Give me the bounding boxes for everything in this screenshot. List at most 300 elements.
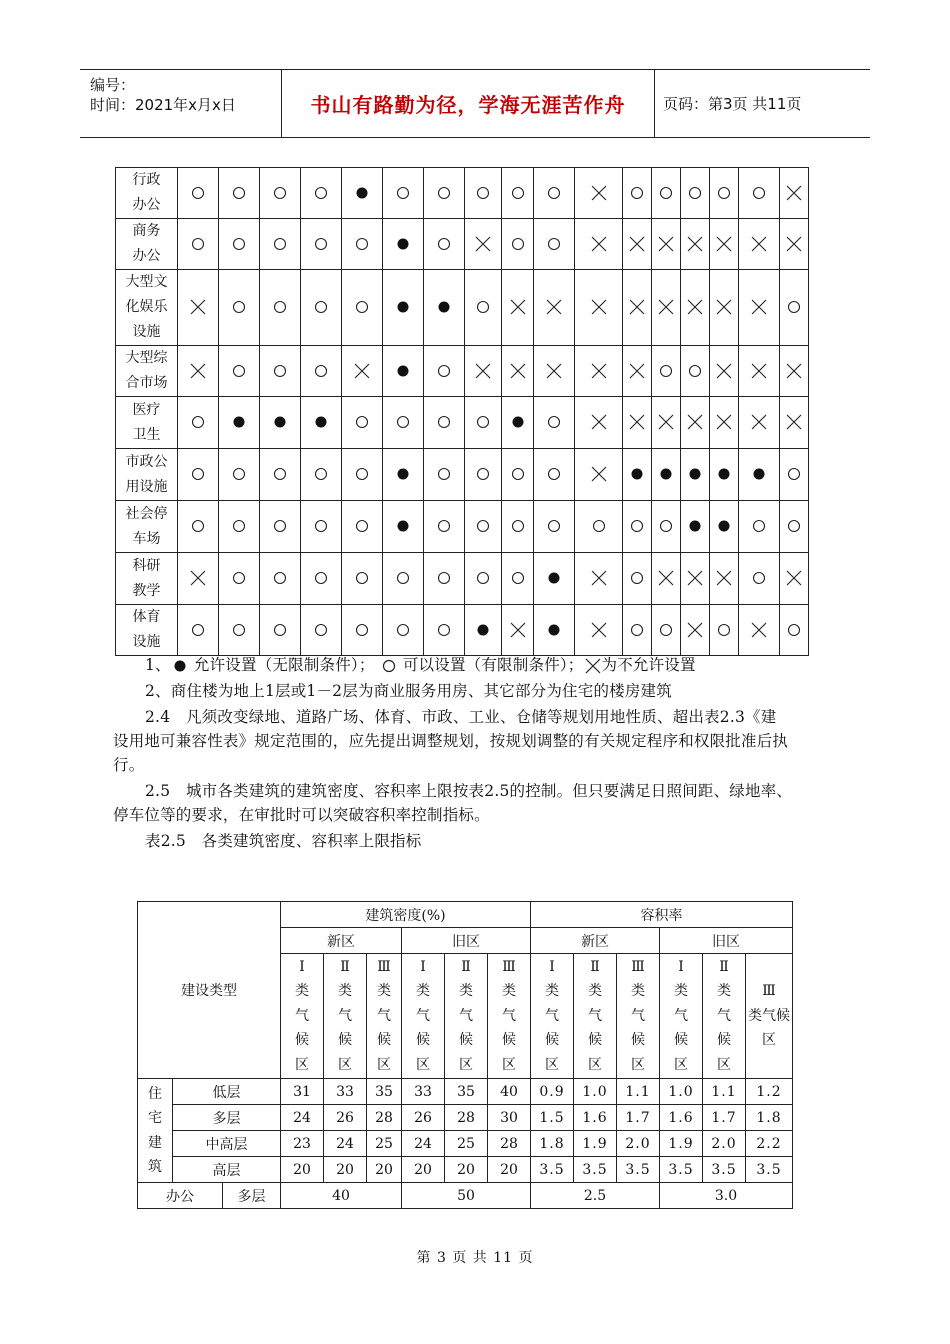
cross-icon xyxy=(657,298,675,316)
compat-cell xyxy=(739,605,780,656)
compat-cell xyxy=(465,168,502,219)
para-2-4-line2: 设用地可兼容性表》规定范围的，应先提出调整规划，按规划调整的有关规定程序和权限批准后执 xyxy=(113,732,789,750)
compat-cell xyxy=(710,219,739,270)
cross-icon xyxy=(750,298,768,316)
value-cell: 1.6 xyxy=(660,1105,703,1131)
compat-cell xyxy=(780,168,809,219)
value-cell: 35 xyxy=(445,1079,488,1105)
compat-cell xyxy=(342,270,383,346)
compat-row xyxy=(116,449,809,501)
filled-dot-icon xyxy=(474,621,492,639)
circle-icon xyxy=(435,413,453,431)
compat-cell xyxy=(424,553,465,605)
compat-cell xyxy=(780,397,809,449)
circle-icon xyxy=(353,413,371,431)
compat-cell xyxy=(502,449,534,501)
circle-icon xyxy=(394,569,412,587)
compat-cell xyxy=(502,168,534,219)
circle-icon xyxy=(312,235,330,253)
number-label: 编号： xyxy=(90,76,136,94)
circle-icon xyxy=(230,621,248,639)
value-cell: 1.2 xyxy=(746,1079,793,1105)
density-far-table xyxy=(137,901,793,1209)
circle-icon xyxy=(312,298,330,316)
circle-icon xyxy=(628,517,646,535)
circle-icon xyxy=(785,621,803,639)
circle-icon xyxy=(189,235,207,253)
climate-zone-header: Ⅲ 类 气 候 区 xyxy=(617,954,660,1079)
climate-zone-header: Ⅰ 类 气 候 区 xyxy=(660,954,703,1079)
compat-cell xyxy=(260,270,301,346)
compat-cell xyxy=(178,219,219,270)
cross-icon xyxy=(628,413,646,431)
compat-cell xyxy=(219,219,260,270)
row-label: 医疗 卫生 xyxy=(116,397,178,449)
motto: 书山有路勤为径，学海无涯苦作舟 xyxy=(282,70,655,137)
compat-cell xyxy=(739,553,780,605)
circle-icon xyxy=(750,517,768,535)
circle-icon xyxy=(509,517,527,535)
compat-cell xyxy=(424,219,465,270)
compat-cell xyxy=(502,397,534,449)
cross-icon xyxy=(715,569,733,587)
circle-icon xyxy=(545,184,563,202)
legend-note: 1、 允许设置（无限制条件）； 可以设置（有限制条件）； 为不允许设置 xyxy=(145,656,696,674)
value-cell: 3.5 xyxy=(660,1157,703,1183)
compat-cell xyxy=(260,219,301,270)
compat-cell xyxy=(260,346,301,397)
circle-icon xyxy=(657,621,675,639)
climate-zone-header: Ⅱ 类 气 候 区 xyxy=(703,954,746,1079)
compat-cell xyxy=(652,346,681,397)
circle-icon xyxy=(271,621,289,639)
cross-icon xyxy=(686,298,704,316)
row-name: 低层 xyxy=(173,1079,281,1105)
value-cell: 0.9 xyxy=(531,1079,574,1105)
climate-zone-header: Ⅱ 类 气 候 区 xyxy=(574,954,617,1079)
compat-cell xyxy=(739,168,780,219)
circle-icon xyxy=(353,621,371,639)
circle-icon xyxy=(657,184,675,202)
compat-cell xyxy=(739,501,780,553)
circle-icon xyxy=(474,298,492,316)
cross-icon xyxy=(628,298,646,316)
circle-icon xyxy=(435,235,453,253)
value-cell: 20 xyxy=(324,1157,367,1183)
circle-icon xyxy=(686,362,704,380)
compat-cell xyxy=(710,449,739,501)
circle-icon xyxy=(394,184,412,202)
cross-icon xyxy=(785,413,803,431)
compat-cell xyxy=(534,449,575,501)
compat-cell xyxy=(502,553,534,605)
value-cell: 23 xyxy=(281,1131,324,1157)
compat-cell xyxy=(424,501,465,553)
compat-cell xyxy=(652,168,681,219)
cross-icon xyxy=(590,235,608,253)
circle-icon xyxy=(715,184,733,202)
compat-cell xyxy=(623,219,652,270)
circle-icon xyxy=(312,465,330,483)
cross-icon xyxy=(545,298,563,316)
circle-icon xyxy=(230,362,248,380)
compat-cell xyxy=(219,553,260,605)
cross-icon xyxy=(189,298,207,316)
compat-cell xyxy=(301,168,342,219)
compat-cell xyxy=(575,553,623,605)
row-label: 大型综 合市场 xyxy=(116,346,178,397)
circle-icon xyxy=(230,298,248,316)
compat-cell xyxy=(575,270,623,346)
circle-icon xyxy=(785,465,803,483)
compat-cell xyxy=(465,501,502,553)
value-cell: 20 xyxy=(402,1157,445,1183)
compat-cell xyxy=(502,346,534,397)
climate-zone-header: Ⅲ 类气候区 xyxy=(746,954,793,1079)
circle-icon xyxy=(271,184,289,202)
compat-cell xyxy=(681,449,710,501)
compat-cell xyxy=(575,346,623,397)
filled-dot-icon xyxy=(353,184,371,202)
compat-cell xyxy=(260,605,301,656)
circle-icon xyxy=(750,569,768,587)
office-far-new: 2.5 xyxy=(531,1183,660,1209)
circle-icon xyxy=(271,569,289,587)
compat-cell xyxy=(575,168,623,219)
compat-cell xyxy=(383,270,424,346)
circle-icon xyxy=(353,298,371,316)
compat-cell xyxy=(681,219,710,270)
type-header: 建设类型 xyxy=(138,902,281,1079)
compat-cell xyxy=(465,219,502,270)
cross-icon xyxy=(545,362,563,380)
filled-dot-icon xyxy=(271,413,289,431)
compat-cell xyxy=(178,270,219,346)
cross-icon xyxy=(584,657,602,675)
compat-cell xyxy=(301,346,342,397)
cross-icon xyxy=(590,621,608,639)
cross-icon xyxy=(509,298,527,316)
filled-dot-icon xyxy=(686,517,704,535)
row-label: 大型文 化娱乐 设施 xyxy=(116,270,178,346)
compat-cell xyxy=(710,397,739,449)
compat-cell xyxy=(780,219,809,270)
cross-icon xyxy=(715,298,733,316)
filled-dot-icon xyxy=(686,465,704,483)
circle-icon xyxy=(474,465,492,483)
circle-icon xyxy=(657,362,675,380)
compat-cell xyxy=(383,605,424,656)
compat-cell xyxy=(710,501,739,553)
compat-cell xyxy=(178,346,219,397)
para-2-5-line2: 停车位等的要求，在审批时可以突破容积率控制指标。 xyxy=(113,806,490,824)
compat-cell xyxy=(739,219,780,270)
filled-dot-icon xyxy=(657,465,675,483)
office-label: 办公 xyxy=(138,1183,223,1209)
filled-dot-icon xyxy=(394,298,412,316)
date-label: 时间：2021年x月x日 xyxy=(90,96,236,114)
compat-cell xyxy=(260,449,301,501)
cross-icon xyxy=(590,413,608,431)
circle-icon xyxy=(628,621,646,639)
circle-icon xyxy=(509,465,527,483)
compat-cell xyxy=(623,605,652,656)
cross-icon xyxy=(686,235,704,253)
compat-cell xyxy=(534,346,575,397)
compat-cell xyxy=(575,219,623,270)
cross-icon xyxy=(715,413,733,431)
circle-icon xyxy=(271,298,289,316)
circle-icon xyxy=(474,413,492,431)
compat-cell xyxy=(178,553,219,605)
page-header xyxy=(80,69,870,138)
compat-cell xyxy=(652,397,681,449)
value-cell: 25 xyxy=(367,1131,402,1157)
circle-icon xyxy=(271,235,289,253)
cross-icon xyxy=(686,569,704,587)
compat-cell xyxy=(465,605,502,656)
compat-cell xyxy=(178,168,219,219)
value-cell: 1.9 xyxy=(574,1131,617,1157)
circle-icon xyxy=(380,657,398,675)
row-name: 中高层 xyxy=(173,1131,281,1157)
compat-cell xyxy=(178,397,219,449)
circle-icon xyxy=(657,517,675,535)
compat-cell xyxy=(652,219,681,270)
cross-icon xyxy=(509,362,527,380)
office-density-new: 40 xyxy=(281,1183,402,1209)
density-header: 建筑密度(%) xyxy=(281,902,531,928)
cross-icon xyxy=(657,413,675,431)
compat-cell xyxy=(780,553,809,605)
value-cell: 35 xyxy=(367,1079,402,1105)
cross-icon xyxy=(657,569,675,587)
compat-cell xyxy=(575,397,623,449)
page-footer: 第 3 页 共 11 页 xyxy=(416,1250,534,1266)
compat-cell xyxy=(342,605,383,656)
compat-cell xyxy=(710,270,739,346)
compat-cell xyxy=(710,553,739,605)
circle-icon xyxy=(353,465,371,483)
circle-icon xyxy=(189,465,207,483)
compat-cell xyxy=(424,168,465,219)
compat-cell xyxy=(219,449,260,501)
compat-row xyxy=(116,168,809,219)
cross-icon xyxy=(750,621,768,639)
circle-icon xyxy=(394,413,412,431)
value-cell: 1.8 xyxy=(746,1105,793,1131)
table-title: 表2.5 各类建筑密度、容积率上限指标 xyxy=(145,832,422,850)
compat-cell xyxy=(383,219,424,270)
cross-icon xyxy=(657,235,675,253)
circle-icon xyxy=(271,517,289,535)
value-cell: 25 xyxy=(445,1131,488,1157)
far-header: 容积率 xyxy=(531,902,793,928)
compat-cell xyxy=(301,605,342,656)
far-new-area: 新区 xyxy=(531,928,660,954)
filled-dot-icon xyxy=(715,517,733,535)
office-density-old: 50 xyxy=(402,1183,531,1209)
circle-icon xyxy=(509,184,527,202)
climate-zone-header: Ⅰ 类 气 候 区 xyxy=(281,954,324,1079)
value-cell: 20 xyxy=(367,1157,402,1183)
value-cell: 2.2 xyxy=(746,1131,793,1157)
compat-cell xyxy=(342,553,383,605)
value-cell: 1.9 xyxy=(660,1131,703,1157)
cross-icon xyxy=(590,298,608,316)
compat-cell xyxy=(780,270,809,346)
row-label: 商务 办公 xyxy=(116,219,178,270)
compat-cell xyxy=(623,449,652,501)
filled-dot-icon xyxy=(171,657,189,675)
row-label: 市政公 用设施 xyxy=(116,449,178,501)
circle-icon xyxy=(189,517,207,535)
compat-cell xyxy=(739,397,780,449)
compat-cell xyxy=(424,605,465,656)
cross-icon xyxy=(509,621,527,639)
compat-cell xyxy=(219,346,260,397)
compat-cell xyxy=(652,270,681,346)
circle-icon xyxy=(312,569,330,587)
value-cell: 33 xyxy=(324,1079,367,1105)
circle-icon xyxy=(230,235,248,253)
value-cell: 28 xyxy=(488,1131,531,1157)
circle-icon xyxy=(474,184,492,202)
compat-cell xyxy=(681,168,710,219)
compat-cell xyxy=(465,270,502,346)
value-cell: 3.5 xyxy=(703,1157,746,1183)
circle-icon xyxy=(435,517,453,535)
compat-row xyxy=(116,501,809,553)
compat-row xyxy=(116,605,809,656)
filled-dot-icon xyxy=(230,413,248,431)
filled-dot-icon xyxy=(545,569,563,587)
cross-icon xyxy=(590,184,608,202)
compat-cell xyxy=(383,397,424,449)
value-cell: 20 xyxy=(488,1157,531,1183)
note-2: 2、商住楼为地上1层或1－2层为商业服务用房、其它部分为住宅的楼房建筑 xyxy=(145,682,672,700)
compat-cell xyxy=(342,168,383,219)
climate-zone-header: Ⅱ 类 气 候 区 xyxy=(324,954,367,1079)
cross-icon xyxy=(353,362,371,380)
compat-cell xyxy=(502,219,534,270)
para-2-4-line3: 行。 xyxy=(113,756,145,774)
circle-icon xyxy=(474,569,492,587)
compat-cell xyxy=(260,501,301,553)
circle-icon xyxy=(785,517,803,535)
cross-icon xyxy=(628,235,646,253)
compat-cell xyxy=(383,168,424,219)
circle-icon xyxy=(271,465,289,483)
compat-cell xyxy=(301,270,342,346)
value-cell: 26 xyxy=(402,1105,445,1131)
header-meta xyxy=(80,70,282,137)
circle-icon xyxy=(474,517,492,535)
value-cell: 1.6 xyxy=(574,1105,617,1131)
compat-cell xyxy=(739,270,780,346)
compat-cell xyxy=(178,501,219,553)
cross-icon xyxy=(715,362,733,380)
compat-cell xyxy=(623,553,652,605)
compat-cell xyxy=(502,270,534,346)
circle-icon xyxy=(750,184,768,202)
circle-icon xyxy=(312,362,330,380)
compat-cell xyxy=(301,553,342,605)
cross-icon xyxy=(189,362,207,380)
compat-cell xyxy=(623,168,652,219)
compat-cell xyxy=(342,397,383,449)
value-cell: 24 xyxy=(402,1131,445,1157)
climate-zone-header: Ⅲ 类 气 候 区 xyxy=(488,954,531,1079)
circle-icon xyxy=(435,621,453,639)
far-old-area: 旧区 xyxy=(660,928,793,954)
value-cell: 2.0 xyxy=(703,1131,746,1157)
office-sub: 多层 xyxy=(223,1183,281,1209)
value-cell: 28 xyxy=(445,1105,488,1131)
compat-cell xyxy=(260,553,301,605)
filled-dot-icon xyxy=(394,235,412,253)
compat-cell xyxy=(465,553,502,605)
row-label: 社会停 车场 xyxy=(116,501,178,553)
cross-icon xyxy=(189,569,207,587)
compat-cell xyxy=(623,501,652,553)
page-label: 页码：第3页 共11页 xyxy=(663,95,802,113)
circle-icon xyxy=(628,569,646,587)
compat-cell xyxy=(681,553,710,605)
circle-icon xyxy=(189,413,207,431)
circle-icon xyxy=(545,517,563,535)
value-cell: 3.5 xyxy=(531,1157,574,1183)
compat-cell xyxy=(534,501,575,553)
compat-cell xyxy=(260,168,301,219)
circle-icon xyxy=(353,569,371,587)
compat-row xyxy=(116,219,809,270)
compat-cell xyxy=(301,219,342,270)
circle-icon xyxy=(312,184,330,202)
cross-icon xyxy=(590,569,608,587)
compat-row xyxy=(116,270,809,346)
row-name: 多层 xyxy=(173,1105,281,1131)
para-2-5-line1: 2.5 城市各类建筑的建筑密度、容积率上限按表2.5的控制。但只要满足日照间距、绿地率、 xyxy=(145,782,793,800)
compat-cell xyxy=(534,553,575,605)
row-label: 体育 设施 xyxy=(116,605,178,656)
density-new-area: 新区 xyxy=(281,928,402,954)
cross-icon xyxy=(785,569,803,587)
compat-cell xyxy=(534,168,575,219)
cross-icon xyxy=(750,413,768,431)
compatibility-table xyxy=(115,167,809,656)
circle-icon xyxy=(230,517,248,535)
compat-cell xyxy=(178,449,219,501)
climate-zone-header: Ⅰ 类 气 候 区 xyxy=(531,954,574,1079)
circle-icon xyxy=(509,569,527,587)
compat-cell xyxy=(652,501,681,553)
compat-row xyxy=(116,553,809,605)
value-cell: 28 xyxy=(367,1105,402,1131)
value-cell: 3.5 xyxy=(617,1157,660,1183)
cross-icon xyxy=(686,621,704,639)
compat-cell xyxy=(652,553,681,605)
cross-icon xyxy=(750,362,768,380)
cross-icon xyxy=(628,362,646,380)
value-cell: 24 xyxy=(324,1131,367,1157)
compat-cell xyxy=(219,397,260,449)
compat-cell xyxy=(780,605,809,656)
cross-icon xyxy=(785,235,803,253)
compat-cell xyxy=(342,346,383,397)
compat-cell xyxy=(424,346,465,397)
filled-dot-icon xyxy=(545,621,563,639)
